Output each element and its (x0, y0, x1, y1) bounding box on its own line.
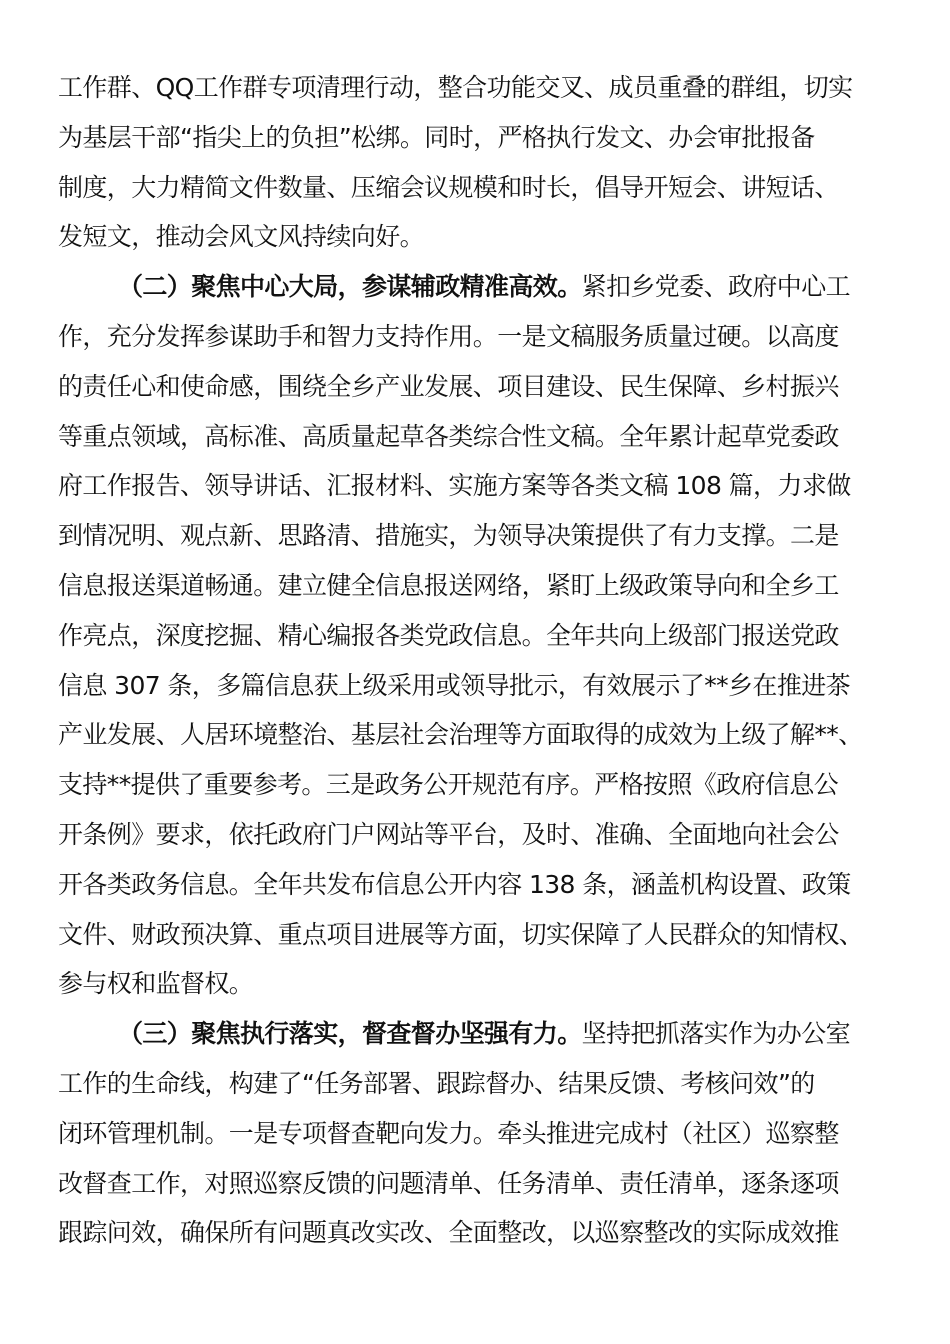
body-text: 的责任心和使命感，围绕全乡产业发展、项目建设、民生保障、乡村振兴 (58, 371, 839, 401)
body-text: 闭环管理机制。一是专项督查靶向发力。牵头推进完成村（社区）巡察整 (58, 1118, 839, 1148)
text-line (58, 561, 892, 611)
text-line (58, 810, 892, 860)
body-text: 产业发展、人居环境整治、基层社会治理等方面取得的成效为上级了解**、 (58, 720, 863, 750)
body-text: 文件、财政预决算、重点项目进展等方面，切实保障了人民群众的知情权、 (58, 919, 864, 949)
body-text: 作，充分发挥参谋助手和智力支持作用。一是文稿服务质量过硬。以高度 (58, 321, 839, 351)
text-line (58, 412, 892, 462)
text-line (58, 661, 892, 711)
text-line (58, 262, 892, 312)
document-page (58, 63, 892, 1258)
body-text: 为基层干部“指尖上的负担”松绑。同时，严格执行发文、办会审批报备 (58, 122, 815, 152)
body-text: 改督查工作，对照巡察反馈的问题清单、任务清单、责任清单，逐条逐项 (58, 1168, 839, 1198)
body-text: 制度，大力精简文件数量、压缩会议规模和时长，倡导开短会、讲短话、 (58, 172, 839, 202)
text-line (58, 910, 892, 960)
body-text: 参与权和监督权。 (58, 969, 254, 999)
text-line (58, 511, 892, 561)
text-line (58, 1009, 892, 1059)
text-line (58, 212, 892, 262)
body-text: 信息报送渠道畅通。建立健全信息报送网络，紧盯上级政策导向和全乡工 (58, 570, 839, 600)
section-heading: （三）聚焦执行落实，督查督办坚强有力。 (118, 1019, 582, 1049)
body-text: 开条例》要求，依托政府门户网站等平台，及时、准确、全面地向社会公 (58, 819, 839, 849)
text-line (58, 860, 892, 910)
text-line (58, 710, 892, 760)
text-line (58, 163, 892, 213)
body-text: 工作的生命线，构建了“任务部署、跟踪督办、结果反馈、考核问效”的 (58, 1068, 815, 1098)
text-line (58, 611, 892, 661)
text-line (58, 959, 892, 1009)
section-heading: （二）聚焦中心大局，参谋辅政精准高效。 (118, 272, 582, 302)
body-text: 发短文，推动会风文风持续向好。 (58, 222, 425, 252)
body-text: 紧扣乡党委、政府中心工 (581, 272, 851, 302)
text-line (58, 1109, 892, 1159)
text-line (58, 63, 892, 113)
text-line (58, 461, 892, 511)
text-line (58, 1059, 892, 1109)
body-text: 跟踪问效，确保所有问题真改实改、全面整改，以巡察整改的实际成效推 (58, 1218, 839, 1248)
body-text: 工作群、QQ工作群专项清理行动，整合功能交叉、成员重叠的群组，切实 (58, 73, 853, 102)
body-text: 府工作报告、领导讲话、汇报材料、实施方案等各类文稿 108 篇，力求做 (58, 471, 851, 501)
text-line (58, 113, 892, 163)
body-text: 支持**提供了重要参考。三是政务公开规范有序。严格按照《政府信息公 (58, 770, 839, 800)
text-line (58, 1159, 892, 1209)
body-text: 开各类政务信息。全年共发布信息公开内容 138 条，涵盖机构设置、政策 (58, 869, 851, 899)
body-text: 信息 307 条，多篇信息获上级采用或领导批示，有效展示了**乡在推进茶 (58, 670, 851, 700)
text-line (58, 760, 892, 810)
text-line (58, 312, 892, 362)
body-text: 到情况明、观点新、思路清、措施实，为领导决策提供了有力支撑。二是 (58, 521, 839, 551)
text-line (58, 362, 892, 412)
body-text: 作亮点，深度挖掘、精心编报各类党政信息。全年共向上级部门报送党政 (58, 620, 839, 650)
text-line (58, 1208, 892, 1258)
body-text: 等重点领域，高标准、高质量起草各类综合性文稿。全年累计起草党委政 (58, 421, 839, 451)
body-text: 坚持把抓落实作为办公室 (581, 1019, 851, 1049)
